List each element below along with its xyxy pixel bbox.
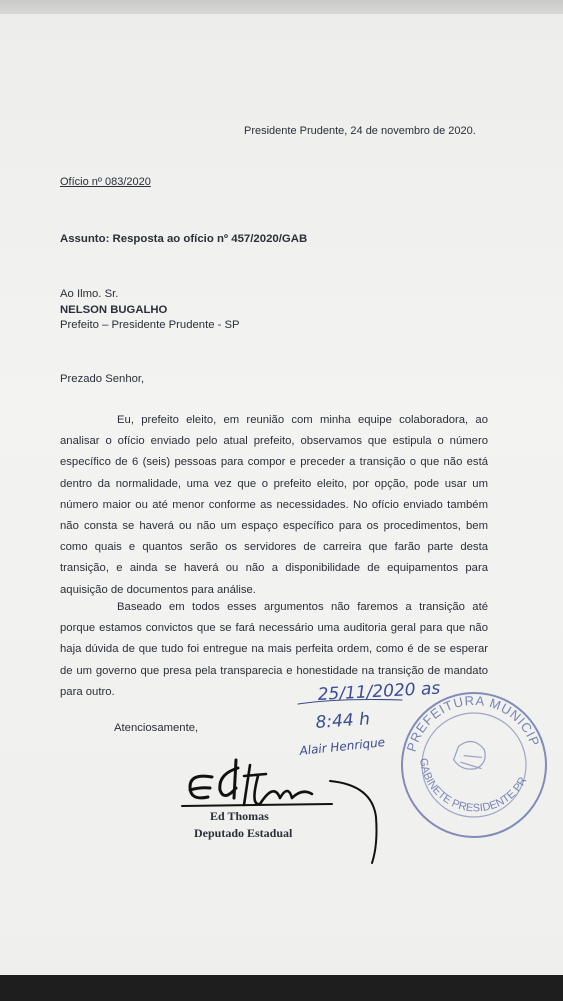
recipient-salutation: Ao Ilmo. Sr.: [60, 288, 119, 300]
stamp-bottom-text: GABINETE PRESIDENTE PRUDENTE: [417, 757, 530, 815]
stamp-top-text: PREFEITURA MUNICIP: [403, 692, 543, 754]
body-paragraph-1: Eu, prefeito eleito, em reunião com minha equipe colaboradora, ao analisar o ofício enviado pelo atual prefeito, observamos que estipula o número específico de 6 (seis) pessoas para compor e preceder a transição o que não está dentro da normalidade, uma vez que o prefeito eleito, por opção, pode usar um número maior ou até menor conforme as necessidades. No ofício enviado também não consta se haverá ou não um espaço específico para os procedimentos, bem como quais e quantos serão os servidores de carreira que farão parte desta transição, e ainda se haverá ou não a disponibilidade de equipamentos para aquisição de documentos para análise.: [60, 414, 488, 596]
recipient-role: Prefeito – Presidente Prudente - SP: [60, 319, 240, 331]
signatory-title: Deputado Estadual: [194, 826, 293, 840]
body-paragraph-2: Baseado em todos esses argumentos não faremos a transição até porque estamos convictos que se fará necessário uma auditoria geral para que não haja dúvida de que tudo foi entregue na mais perfeita ordem, como é de se esperar de um governo que presa pela transparecia e honestidade na transição de mandato para outro.: [60, 601, 488, 698]
receipt-date: 25/11/2020 as: [317, 678, 441, 705]
letter-greeting: Prezado Senhor,: [60, 373, 145, 385]
letter-reference: Ofício nº 083/2020: [60, 176, 151, 188]
receipt-time: 8:44 h: [314, 709, 371, 733]
letter-date: Presidente Prudente, 24 de novembro de 2020.: [244, 125, 476, 137]
recipient-name: NELSON BUGALHO: [60, 304, 168, 316]
letter-closing: Atenciosamente,: [114, 722, 199, 734]
bottom-background: [0, 975, 563, 1001]
receiver-name: Alair Henrique: [298, 735, 386, 758]
letter-subject: Assunto: Resposta ao ofício nº 457/2020/GAB: [60, 233, 308, 245]
signatory-name: Ed Thomas: [210, 809, 269, 823]
